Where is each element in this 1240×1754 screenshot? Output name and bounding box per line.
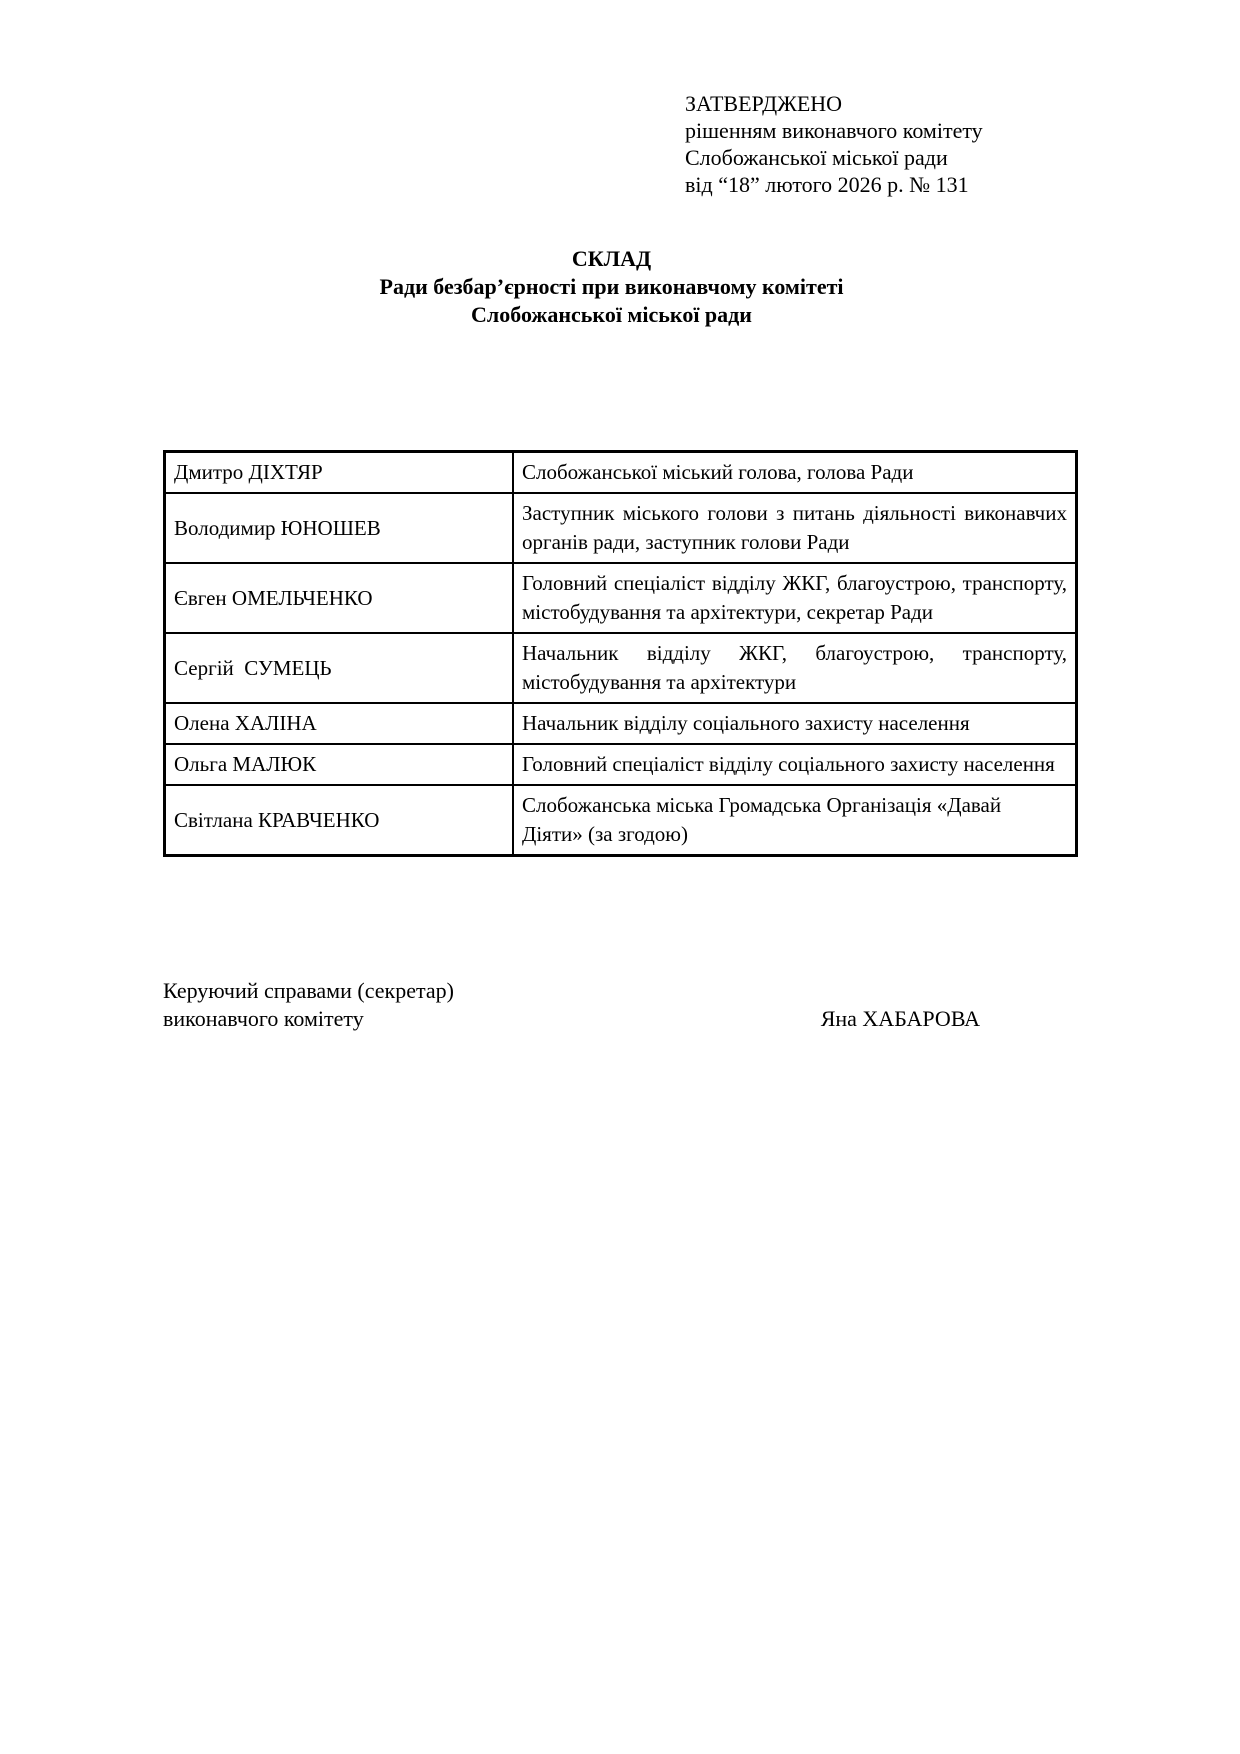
signatory-name: Яна ХАБАРОВА <box>820 1006 980 1031</box>
member-name: Євген ОМЕЛЬЧЕНКО <box>165 563 514 633</box>
approval-line-3: Слобожанської міської ради <box>685 145 948 170</box>
member-row <box>165 785 1077 856</box>
members-table-body <box>165 452 1077 856</box>
approval-block <box>685 90 1060 198</box>
member-row <box>165 452 1077 494</box>
signatory-role-line-2: виконавчого комітету <box>163 1006 364 1031</box>
member-position: Заступник міського голови з питань діяльності виконавчих органів ради, заступник голови Ради <box>513 493 1077 563</box>
member-position: Головний спеціаліст відділу соціального захисту населення <box>513 744 1077 785</box>
member-name: Олена ХАЛІНА <box>165 703 514 744</box>
title-line-2: Ради безбар’єрності при виконавчому комітеті <box>379 274 844 299</box>
signatory-role-line-1: Керуючий справами (секретар) <box>163 978 454 1003</box>
member-position: Слобожанської міський голова, голова Ради <box>513 452 1077 494</box>
member-position: Слобожанська міська Громадська Організація «Давай Діяти» (за згодою) <box>513 785 1077 856</box>
approval-line-2: рішенням виконавчого комітету <box>685 118 983 143</box>
member-name: Сергій СУМЕЦЬ <box>165 633 514 703</box>
member-position: Начальник відділу ЖКГ, благоустрою, транспорту, містобудування та архітектури <box>513 633 1077 703</box>
member-row <box>165 703 1077 744</box>
member-row <box>165 744 1077 785</box>
document-title <box>163 245 1060 329</box>
member-name: Ольга МАЛЮК <box>165 744 514 785</box>
member-name: Володимир ЮНОШЕВ <box>165 493 514 563</box>
approval-line-1: ЗАТВЕРДЖЕНО <box>685 91 843 116</box>
signature-block <box>163 977 1060 1033</box>
member-position: Головний спеціаліст відділу ЖКГ, благоустрою, транспорту, містобудування та архітектури, секретар Ради <box>513 563 1077 633</box>
member-name: Дмитро ДІХТЯР <box>165 452 514 494</box>
member-row <box>165 633 1077 703</box>
member-row <box>165 493 1077 563</box>
members-table <box>163 450 1078 857</box>
title-line-3: Слобожанської міської ради <box>471 302 752 327</box>
signature-row <box>163 1005 1060 1033</box>
member-position: Начальник відділу соціального захисту населення <box>513 703 1077 744</box>
member-name: Світлана КРАВЧЕНКО <box>165 785 514 856</box>
approval-line-4: від “18” лютого 2026 р. № 131 <box>685 172 969 197</box>
title-line-1: СКЛАД <box>571 246 652 271</box>
member-row <box>165 563 1077 633</box>
